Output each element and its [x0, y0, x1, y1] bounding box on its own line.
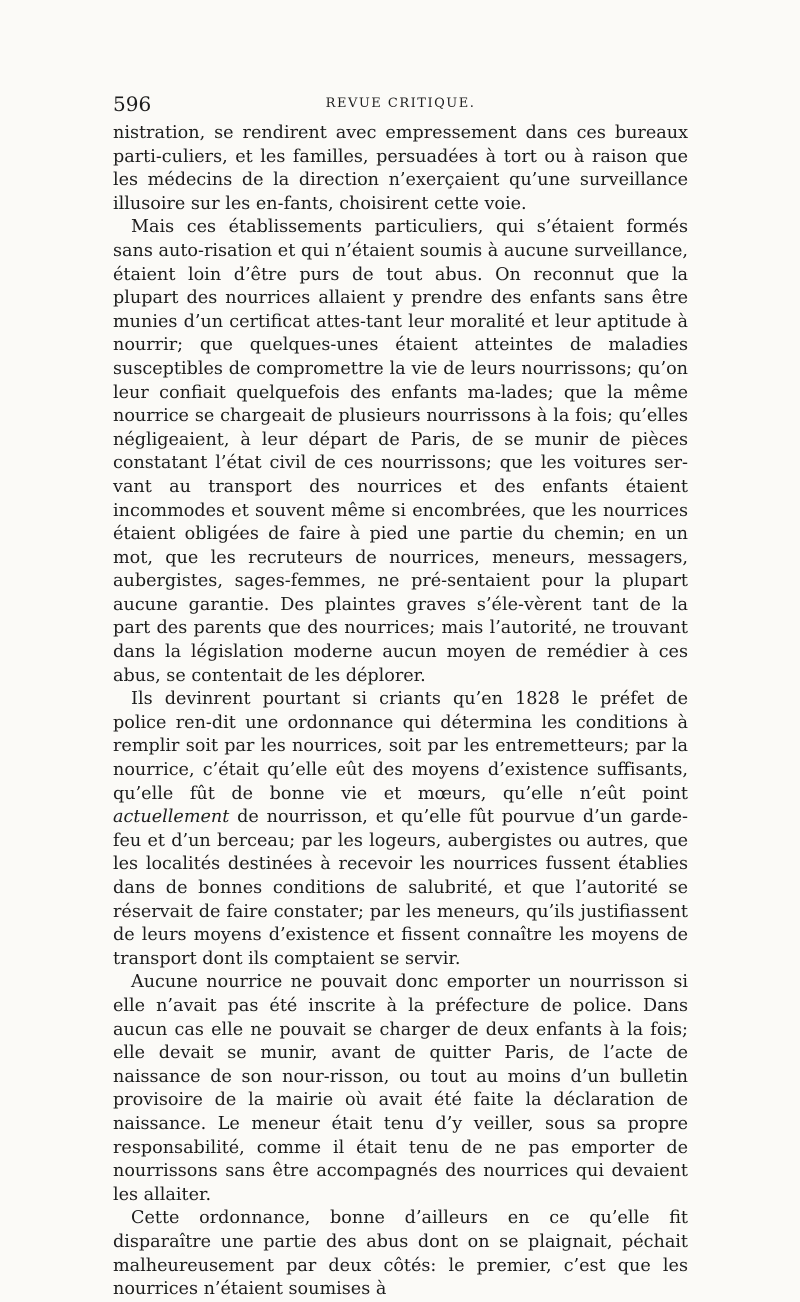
paragraph: Mais ces établissements particuliers, qui s’étaient formés sans auto-risation et qui n’étaient soumis à aucune surveillance, étaient loin d’être purs de tout abus. On reconnut que la plupart des nourrices allaient y prendre des enfants sans être munies d’un certificat attes-tant leur moralité et leur aptitude à nourrir; que quelques-unes étaient atteintes de maladies susceptibles de compromettre la vie de leurs nourrissons; qu’on leur confiait quelquefois des enfants ma-lades; que la même nourrice se chargeait de plusieurs nourrissons à la fois; qu’elles négligeaient, à leur départ de Paris, de se munir de pièces constatant l’état civil de ces nourrissons; que les voitures ser-vant au transport des nourrices et des enfants étaient incommodes et souvent même si encombrées, que les nourrices étaient obligées de faire à pied une partie du chemin; en un mot, que les recruteurs de nourrices, meneurs, messagers, aubergistes, sages-femmes, ne pré-sentaient pour la plupart aucune garantie. Des plaintes graves s’éle-vèrent tant de la part des parents que des nourrices; mais l’autorité, ne trouvant dans la législation moderne aucun moyen de remédier à ces abus, se contentait de les déplorer.: [113, 217, 688, 686]
emphasis-text: actuellement: [113, 807, 230, 828]
paragraph: Cette ordonnance, bonne d’ailleurs en ce qu’elle fit disparaître une partie des abus dont on se plaignait, péchait malheureusement par deux côtés: le premier, c’est que les nourrices n’étaient soumises à: [113, 1208, 688, 1300]
paragraph: Aucune nourrice ne pouvait donc emporter un nourrisson si elle n’avait pas été inscrite à la préfecture de police. Dans aucun cas elle ne pouvait se charger de deux enfants à la fois; elle devait se munir, avant de quitter Paris, de l’acte de naissance de son nour-risson, ou tout au moins d’un bulletin provisoire de la mairie où avait été faite la déclaration de naissance. Le meneur était tenu d’y veiller, sous sa propre responsabilité, comme il était tenu de ne pas emporter de nourrissons sans être accompagnés des nourrices qui devaient les allaiter.: [113, 972, 688, 1205]
paragraph: Ils devinrent pourtant si criants qu’en 1828 le préfet de police ren-dit une ordonnance qui détermina les conditions à remplir soit par les nourrices, soit par les entremetteurs; par la nourrice, c’était qu’elle eût des moyens d’existence suffisants, qu’elle fût de bonne vie et mœurs, qu’elle n’eût point actuellement de nourrisson, et qu’elle fût pourvue d’un garde-feu et d’un berceau; par les logeurs, aubergistes ou autres, que les localités destinées à recevoir les nourrices fussent établies dans de bonnes conditions de salubrité, et que l’autorité se réservait de faire constater; par les meneurs, qu’ils justifiassent de leurs moyens d’existence et fissent connaître les moyens de transport dont ils comptaient se servir.: [113, 689, 688, 969]
page-number: 596: [113, 92, 152, 116]
paragraph: nistration, se rendirent avec empressement dans ces bureaux parti-culiers, et les familles, persuadées à tort ou à raison que les médecins de la direction n’exerçaient qu’une surveillance illusoire sur les en-fants, choisirent cette voie.: [113, 123, 688, 214]
body-text: [113, 122, 688, 1302]
page-header: [113, 92, 688, 122]
document-page: [113, 92, 688, 1302]
running-head: REVUE CRITIQUE.: [325, 96, 476, 111]
